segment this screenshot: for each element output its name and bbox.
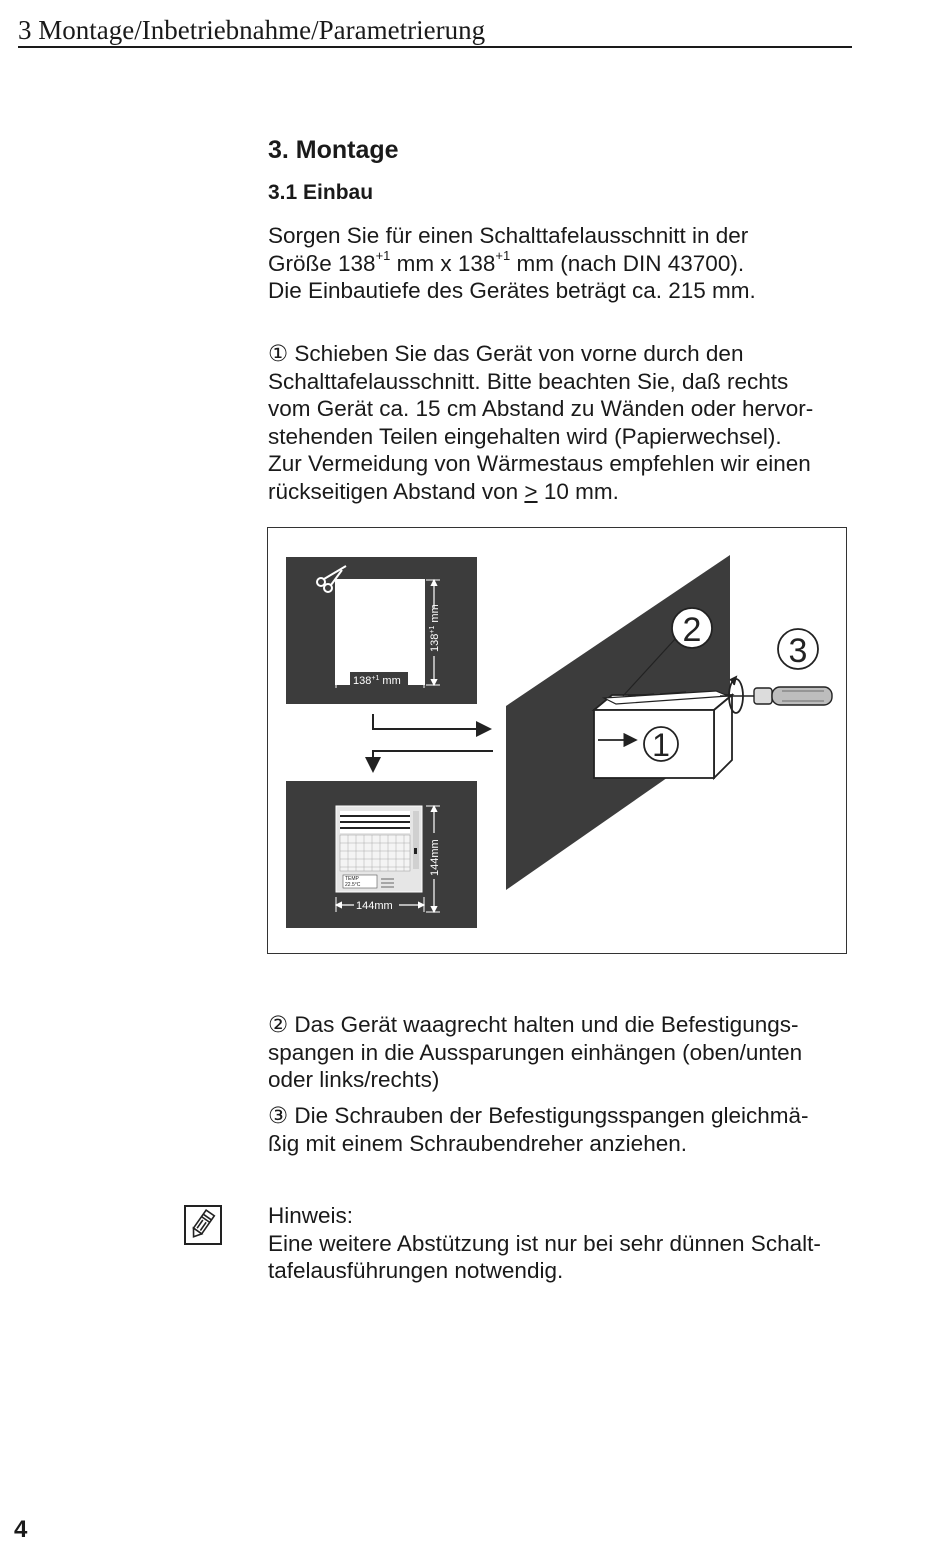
cutout-height-label: $138^{+1}$ mm — [429, 604, 441, 652]
svg-text:1: 1 — [652, 727, 670, 763]
cutout-hole — [335, 579, 425, 685]
step3-line: ßig mit einem Schraubendreher anziehen. — [268, 1130, 687, 1156]
step2-line: oder links/rechts) — [268, 1067, 440, 1092]
cutout-width-label: $138^{+1}$ mm — [353, 675, 401, 687]
step3-paragraph — [268, 1102, 848, 1157]
note-line: Eine weitere Abstützung ist nur bei sehr dünnen Schalt- — [268, 1230, 821, 1256]
pencil-note-icon — [184, 1205, 222, 1245]
step2-line: ② Das Gerät waagrecht halten und die Befestigungs- — [268, 1012, 799, 1037]
intro-line-2: Größe $138^{+1}$ mm x $138^{+1}$ mm (nach DIN 43700). — [268, 248, 745, 276]
device-panel — [286, 781, 477, 928]
step1-paragraph — [268, 340, 848, 505]
intro-line-1: Sorgen Sie für einen Schalttafelausschnitt in der — [268, 223, 749, 248]
flow-arrows — [373, 714, 493, 771]
svg-text:3: 3 — [788, 632, 808, 670]
mounting-illustration — [267, 527, 847, 954]
device-width-label: 144mm — [356, 900, 393, 912]
step1-line: stehenden Teilen eingehalten wird (Papierwechsel). — [268, 423, 782, 449]
step1-line-last: rückseitigen Abstand von > 10 mm. — [268, 478, 619, 504]
callout-3-icon — [778, 629, 818, 670]
step2-paragraph — [268, 1011, 848, 1094]
step2-line: spangen in die Aussparungen einhängen (oben/unten — [268, 1039, 803, 1065]
svg-text:TEMP: TEMP — [345, 876, 359, 882]
step3-line: ③ Die Schrauben der Befestigungsspangen gleichmä- — [268, 1103, 809, 1128]
page-header: 3 Montage/Inbetriebnahme/Parametrierung — [18, 14, 852, 48]
mounting-scene — [506, 555, 832, 890]
note-block — [268, 1202, 848, 1285]
intro-paragraph — [268, 222, 848, 305]
step1-line: vom Gerät ca. 15 cm Abstand zu Wänden oder hervor- — [268, 396, 814, 421]
screwdriver-icon — [720, 687, 832, 705]
note-title: Hinweis: — [268, 1203, 354, 1228]
step1-line: Schalttafelausschnitt. Bitte beachten Sie, daß rechts — [268, 368, 789, 394]
svg-text:22.5°C: 22.5°C — [345, 882, 361, 888]
step1-line: ① Schieben Sie das Gerät von vorne durch den — [268, 341, 744, 366]
step1-line: Zur Vermeidung von Wärmestaus empfehlen wir einen — [268, 451, 811, 476]
recorder-device-icon — [336, 806, 422, 892]
section-heading: 3. Montage — [268, 136, 399, 164]
device-height-label: 144mm — [429, 839, 441, 876]
intro-line-3: Die Einbautiefe des Gerätes beträgt ca. 215 mm. — [268, 278, 756, 303]
note-line: tafelausführungen notwendig. — [268, 1258, 564, 1283]
svg-text:2: 2 — [682, 611, 702, 649]
page-number: 4 — [14, 1516, 28, 1543]
callout-2-icon — [672, 608, 712, 649]
subsection-heading: 3.1 Einbau — [268, 181, 374, 204]
cutout-panel — [286, 557, 477, 704]
